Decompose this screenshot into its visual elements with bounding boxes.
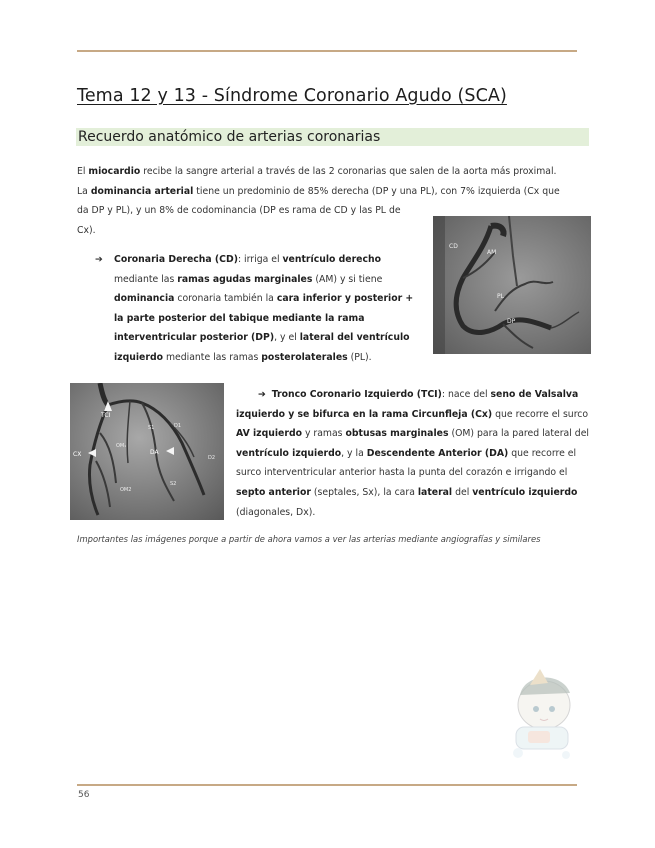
label-pl: PL <box>497 293 504 300</box>
image-note: Importantes las imágenes porque a partir de ahora vamos a ver las arterias mediante angiografías y similares <box>77 534 541 544</box>
right-coronary-bullet: ➔ Coronaria Derecha (CD): irriga el ventrículo derecho mediante las ramas agudas marginales (AM) y si tiene dominancia coronaria también la cara inferior y posterior + la parte posterior del tabique mediante la rama interventricular posterior (DP), y el lateral del ventrículo izquierdo mediante las ramas posterolaterales (PL). <box>95 250 425 368</box>
label-d1: D1 <box>174 423 182 429</box>
left-coronary-angiogram <box>70 383 224 520</box>
decorative-character-illustration <box>500 665 586 765</box>
label-da: DA <box>150 449 159 456</box>
left-main-bullet: ➔ Tronco Coronario Izquierdo (TCI): nace del seno de Valsalva izquierdo y se bifurca en la rama Circunfleja (Cx) que recorre el surco AV izquierdo y ramas obtusas marginales (OM) para la pared lateral del ventrículo izquierdo, y la Descendente Anterior (DA) que recorre el surco interventricular anterior hasta la punta del corazón e irrigando el septo anterior (septales, Sx), la cara lateral del ventrículo izquierdo (diagonales, Dx). <box>236 389 589 518</box>
header-rule <box>77 50 577 52</box>
page-title: Tema 12 y 13 - Síndrome Coronario Agudo (SCA) <box>77 86 507 106</box>
arrow-icon: ➔ <box>258 389 266 400</box>
right-coronary-angiogram <box>433 216 591 354</box>
label-om2: OM2 <box>120 487 132 493</box>
label-cx: CX <box>73 451 82 458</box>
label-cd: CD <box>449 243 458 250</box>
label-dp: DP <box>507 318 516 325</box>
footer-rule <box>77 784 577 786</box>
section-heading: Recuerdo anatómico de arterias coronarias <box>76 128 589 146</box>
label-d2: D2 <box>208 455 216 461</box>
arrow-icon: ➔ <box>95 254 103 265</box>
label-s2: S2 <box>170 481 177 487</box>
label-am: AM <box>487 249 497 256</box>
label-om1: OM₁ <box>116 443 127 449</box>
label-s1: S1 <box>148 425 155 431</box>
label-tci: TCI <box>101 412 111 419</box>
page-number: 56 <box>78 790 90 800</box>
intro-paragraph: El miocardio recibe la sangre arterial a través de las 2 coronarias que salen de la aorta más proximal. La dominancia arterial tiene un predominio de 85% derecha (DP y una PL), con 7% izquierda (Cx que da DP y PL), y un 8% de codominancia (DP es rama de CD y las PL de Cx). <box>77 166 560 236</box>
